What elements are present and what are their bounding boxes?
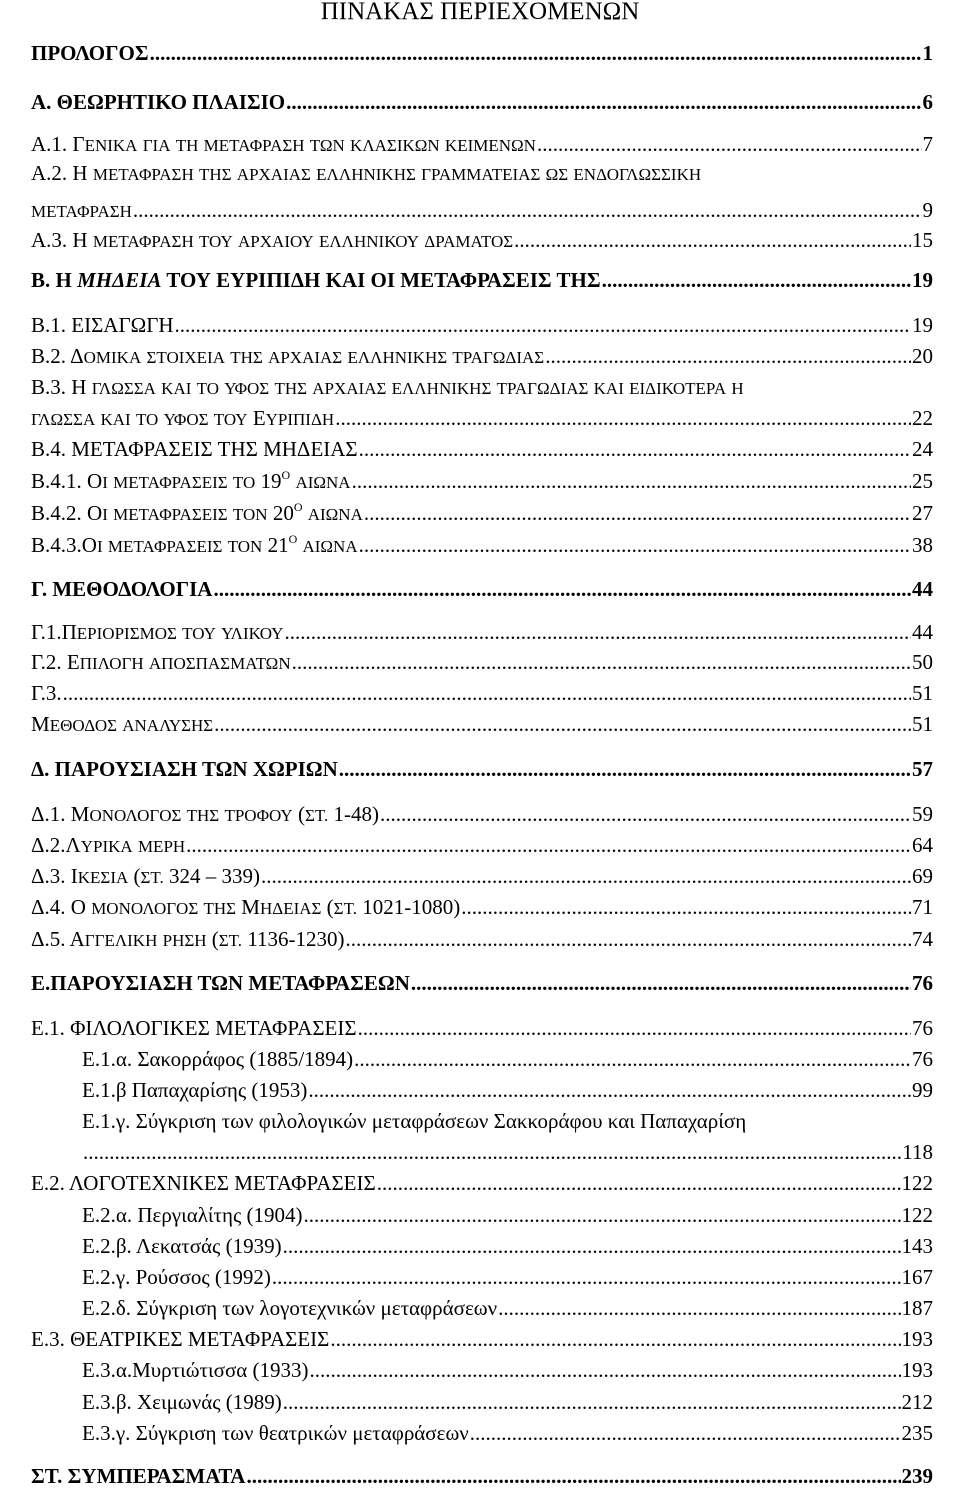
entry-label: Δ.2.ΛΥΡΙΚΑ ΜΕΡΗ [31, 833, 186, 857]
toc-entry[interactable] [31, 343, 933, 371]
entry-label: Β.3. Η ΓΛΩΣΣΑ ΚΑΙ ΤΟ ΥΦΟΣ ΤΗΣ ΑΡΧΑΙΑΣ ΕΛΛΗΝΙΚΗΣ ΤΡΑΓΩΔΙΑΣ ΚΑΙ ΕΙΔΙΚΟΤΕΡΑ Η [31, 375, 744, 399]
leader-dots [283, 1389, 901, 1415]
entry-label: Ε.3.β. Χειμωνάς (1989) [82, 1390, 282, 1414]
entry-label: Γ. ΜΕΘΟΔΟΛΟΓΙΑ [31, 577, 213, 601]
leader-dots [330, 1326, 900, 1352]
entry-page: 24 [912, 437, 933, 461]
toc-title: ΠΙΝΑΚΑΣ ΠΕΡΙΕΧΟΜΕΝΩΝ [320, 0, 640, 25]
toc-entry[interactable] [82, 1389, 933, 1415]
entry-page: 15 [912, 228, 933, 252]
toc-entry[interactable] [31, 649, 933, 677]
entry-page: 38 [912, 533, 933, 557]
leader-dots [537, 131, 922, 157]
toc-entry[interactable] [31, 40, 933, 66]
entry-page: 76 [912, 971, 933, 995]
entry-page: 122 [901, 1203, 933, 1227]
entry-label: Γ.1.ΠΕΡΙΟΡΙΣΜΟΣ ΤΟΥ ΥΛΙΚΟΥ [31, 620, 284, 644]
leader-dots [63, 680, 911, 706]
leader-dots [283, 1233, 901, 1259]
entry-page: 74 [912, 927, 933, 951]
leader-dots [272, 1264, 901, 1290]
entry-label: Α.1. ΓΕΝΙΚΑ ΓΙΑ ΤΗ ΜΕΤΑΦΡΑΣΗ ΤΩΝ ΚΛΑΣΙΚΩΝ ΚΕΙΜΕΝΩΝ [31, 132, 536, 156]
toc-entry[interactable] [31, 1463, 933, 1489]
entry-label: Δ.4. Ο ΜΟΝΟΛΟΓΟΣ ΤΗΣ ΜΗΔΕΙΑΣ (ΣΤ. 1021-1080) [31, 895, 461, 919]
toc-entry[interactable] [31, 267, 933, 293]
toc-entry[interactable] [31, 1170, 933, 1196]
toc-entry[interactable] [31, 576, 933, 602]
toc-entry[interactable] [31, 756, 933, 782]
entry-label: Ε.2.β. Λεκατσάς (1939) [82, 1234, 282, 1258]
entry-page: 235 [901, 1421, 933, 1445]
toc-entry-line[interactable] [31, 374, 744, 402]
leader-dots [186, 832, 911, 858]
entry-page: 193 [901, 1327, 933, 1351]
leader-dots [359, 436, 911, 462]
toc-entry[interactable] [82, 1077, 933, 1103]
toc-entry[interactable] [31, 970, 933, 996]
entry-page: 122 [901, 1171, 933, 1195]
toc-entry[interactable] [82, 1357, 933, 1383]
entry-label: Α.2. Η ΜΕΤΑΦΡΑΣΗ ΤΗΣ ΑΡΧΑΙΑΣ ΕΛΛΗΝΙΚΗΣ ΓΡΑΜΜΑΤΕΙΑΣ ΩΣ ΕΝΔΟΓΛΩΣΣΙΚΗ [31, 161, 702, 185]
leader-dots [380, 801, 911, 827]
toc-entry[interactable] [31, 863, 933, 891]
toc-entry[interactable] [31, 500, 933, 528]
toc-entry[interactable] [31, 1326, 933, 1352]
leader-dots [352, 468, 911, 494]
entry-label: Β.4.1. ΟΙ ΜΕΤΑΦΡΑΣΕΙΣ ΤΟ $19^O$ ΑΙΩΝΑ [31, 468, 351, 493]
entry-page: 6 [922, 90, 933, 114]
leader-dots [335, 405, 911, 431]
entry-label: Ε.3.γ. Σύγκριση των θεατρικών μεταφράσεων [82, 1421, 469, 1445]
entry-page: 57 [912, 757, 933, 781]
leader-dots [602, 267, 911, 293]
entry-page: 50 [912, 650, 933, 674]
leader-dots [175, 312, 911, 338]
entry-page: 51 [912, 712, 933, 736]
entry-label: Β.4.3.ΟΙ ΜΕΤΑΦΡΑΣΕΙΣ ΤΟΝ $21^O$ ΑΙΩΝΑ [31, 532, 358, 557]
toc-entry[interactable] [31, 405, 933, 433]
toc-entry[interactable] [31, 680, 933, 706]
toc-entry-line[interactable] [82, 1108, 746, 1134]
entry-label: Ε.1.β Παπαχαρίσης (1953) [82, 1078, 308, 1102]
entry-page: 76 [912, 1016, 933, 1040]
leader-dots [304, 1202, 901, 1228]
toc-entry[interactable] [31, 926, 933, 954]
entry-label: Ε.1.γ. Σύγκριση των φιλολογικών μεταφράσεων Σακκοράφου και Παπαχαρίση [82, 1109, 747, 1133]
leader-dots [364, 500, 911, 526]
entry-page: 64 [912, 833, 933, 857]
leader-dots [213, 576, 911, 602]
toc-entry[interactable] [31, 832, 933, 860]
entry-label: Α. ΘΕΩΡΗΤΙΚΟ ΠΛΑΙΣΙΟ [31, 90, 286, 114]
entry-page: 99 [912, 1078, 933, 1102]
leader-dots [133, 197, 922, 223]
toc-entry[interactable] [82, 1139, 933, 1165]
toc-entry[interactable] [31, 894, 933, 922]
leader-dots [377, 1170, 901, 1196]
entry-page: 212 [901, 1390, 933, 1414]
entry-label: Β.4.2. ΟΙ ΜΕΤΑΦΡΑΣΕΙΣ ΤΟΝ $20^O$ ΑΙΩΝΑ [31, 500, 363, 525]
toc-entry[interactable] [31, 89, 933, 115]
toc-entry[interactable] [82, 1295, 933, 1321]
leader-dots [284, 619, 911, 645]
toc-entry[interactable] [31, 801, 933, 829]
leader-dots [339, 756, 911, 782]
entry-page: 19 [912, 268, 933, 292]
entry-page: 44 [912, 620, 933, 644]
entry-page: 59 [912, 802, 933, 826]
toc-entry[interactable] [31, 1015, 933, 1041]
toc-entry[interactable] [31, 197, 933, 225]
entry-label: ΣΤ. ΣΥΜΠΕΡΑΣΜΑΤΑ [31, 1464, 246, 1488]
entry-label: Ε.2.δ. Σύγκριση των λογοτεχνικών μεταφράσεων [82, 1296, 498, 1320]
leader-dots [354, 1046, 911, 1072]
entry-page: 143 [901, 1234, 933, 1258]
entry-label: Β.4. ΜΕΤΑΦΡΑΣΕΙΣ ΤΗΣ ΜΗΔΕΙΑΣ [31, 437, 358, 461]
entry-label: Α.3. Η ΜΕΤΑΦΡΑΣΗ ΤΟΥ ΑΡΧΑΙΟΥ ΕΛΛΗΝΙΚΟΥ ΔΡΑΜΑΤΟΣ [31, 228, 514, 252]
toc-entry[interactable] [31, 227, 933, 255]
leader-dots [411, 970, 911, 996]
leader-dots [150, 40, 922, 66]
entry-page: 167 [901, 1265, 933, 1289]
entry-label: Ε.2.γ. Ρούσσος (1992) [82, 1265, 271, 1289]
leader-dots [286, 89, 921, 115]
entry-label: ΜΕΤΑΦΡΑΣΗ [31, 202, 132, 221]
entry-label: Ε.3.α.Μυρτιώτισσα (1933) [82, 1358, 309, 1382]
toc-entry[interactable] [31, 619, 933, 647]
entry-label: Δ.3. ΙΚΕΣΙΑ (ΣΤ. 324 – 339) [31, 864, 261, 888]
entry-page: 76 [912, 1047, 933, 1071]
entry-page: 239 [901, 1464, 933, 1488]
entry-page: 187 [901, 1296, 933, 1320]
leader-dots [470, 1420, 901, 1446]
entry-label: Ε.3. ΘΕΑΤΡΙΚΕΣ ΜΕΤΑΦΡΑΣΕΙΣ [31, 1327, 330, 1351]
toc-entry[interactable] [82, 1264, 933, 1290]
entry-page: 1 [922, 41, 933, 65]
leader-dots [514, 227, 911, 253]
toc-entry[interactable] [31, 436, 933, 462]
leader-dots [246, 1463, 900, 1489]
toc-entry[interactable] [31, 468, 933, 496]
entry-page: 69 [912, 864, 933, 888]
entry-label: Δ.1. ΜΟΝΟΛΟΓΟΣ ΤΗΣ ΤΡΟΦΟΥ (ΣΤ. 1-48) [31, 802, 379, 826]
entry-page: 19 [912, 313, 933, 337]
entry-label: Γ.2. ΕΠΙΛΟΓΗ ΑΠΟΣΠΑΣΜΑΤΩΝ [31, 650, 291, 674]
toc-entry[interactable] [82, 1233, 933, 1259]
entry-label: Β.2. ΔΟΜΙΚΑ ΣΤΟΙΧΕΙΑ ΤΗΣ ΑΡΧΑΙΑΣ ΕΛΛΗΝΙΚΗΣ ΤΡΑΓΩΔΙΑΣ [31, 344, 545, 368]
toc-entry[interactable] [82, 1046, 933, 1072]
entry-page: 25 [912, 469, 933, 493]
leader-dots [292, 649, 911, 675]
toc-entry[interactable] [31, 711, 933, 739]
entry-page: 118 [902, 1140, 933, 1164]
toc-entry[interactable] [82, 1420, 933, 1446]
entry-label: Ε.2.α. Περγιαλίτης (1904) [82, 1203, 303, 1227]
leader-dots [310, 1357, 901, 1383]
entry-label: Γ.3. [31, 681, 62, 705]
entry-label: Ε.ΠΑΡΟΥΣΙΑΣΗ ΤΩΝ ΜΕΤΑΦΡΑΣΕΩΝ [31, 971, 410, 995]
entry-page: 71 [912, 895, 933, 919]
entry-label: ΜΕΘΟΔΟΣ ΑΝΑΛΥΣΗΣ [31, 712, 214, 736]
entry-label: Ε.2. ΛΟΓΟΤΕΧΝΙΚΕΣ ΜΕΤΑΦΡΑΣΕΙΣ [31, 1171, 376, 1195]
leader-dots [261, 863, 911, 889]
leader-dots [83, 1139, 901, 1165]
entry-label: Β. Η ΜΗΔΕΙΑ ΤΟΥ ΕΥΡΙΠΙΔΗ ΚΑΙ ΟΙ ΜΕΤΑΦΡΑΣΕΙΣ ΤΗΣ [31, 268, 601, 292]
leader-dots [359, 532, 911, 558]
toc-entry[interactable] [31, 532, 933, 560]
toc-entry[interactable] [82, 1202, 933, 1228]
entry-page: 27 [912, 501, 933, 525]
entry-label: ΠΡΟΛΟΓΟΣ [31, 41, 149, 65]
entry-label: Δ.5. ΑΓΓΕΛΙΚΗ ΡΗΣΗ (ΣΤ. 1136-1230) [31, 927, 345, 951]
entry-page: 22 [912, 406, 933, 430]
entry-page: 20 [912, 344, 933, 368]
leader-dots [346, 926, 911, 952]
toc-entry[interactable] [31, 312, 933, 338]
entry-page: 44 [912, 577, 933, 601]
entry-page: 7 [922, 132, 933, 156]
entry-label: Ε.1. ΦΙΛΟΛΟΓΙΚΕΣ ΜΕΤΑΦΡΑΣΕΙΣ [31, 1016, 357, 1040]
entry-page: 51 [912, 681, 933, 705]
entry-label: Ε.1.α. Σακορράφος (1885/1894) [82, 1047, 354, 1071]
leader-dots [498, 1295, 900, 1321]
leader-dots [308, 1077, 911, 1103]
toc-entry-line[interactable] [31, 160, 701, 188]
leader-dots [214, 711, 911, 737]
leader-dots [461, 894, 911, 920]
entry-label: ΓΛΩΣΣΑ ΚΑΙ ΤΟ ΥΦΟΣ ΤΟΥ ΕΥΡΙΠΙΔΗ [31, 406, 335, 430]
entry-page: 9 [922, 198, 933, 222]
entry-label: Δ. ΠΑΡΟΥΣΙΑΣΗ ΤΩΝ ΧΩΡΙΩΝ [31, 757, 338, 781]
entry-label: Β.1. ΕΙΣΑΓΩΓΗ [31, 313, 174, 337]
entry-page: 193 [901, 1358, 933, 1382]
leader-dots [545, 343, 911, 369]
leader-dots [358, 1015, 911, 1041]
toc-entry[interactable] [31, 131, 933, 159]
